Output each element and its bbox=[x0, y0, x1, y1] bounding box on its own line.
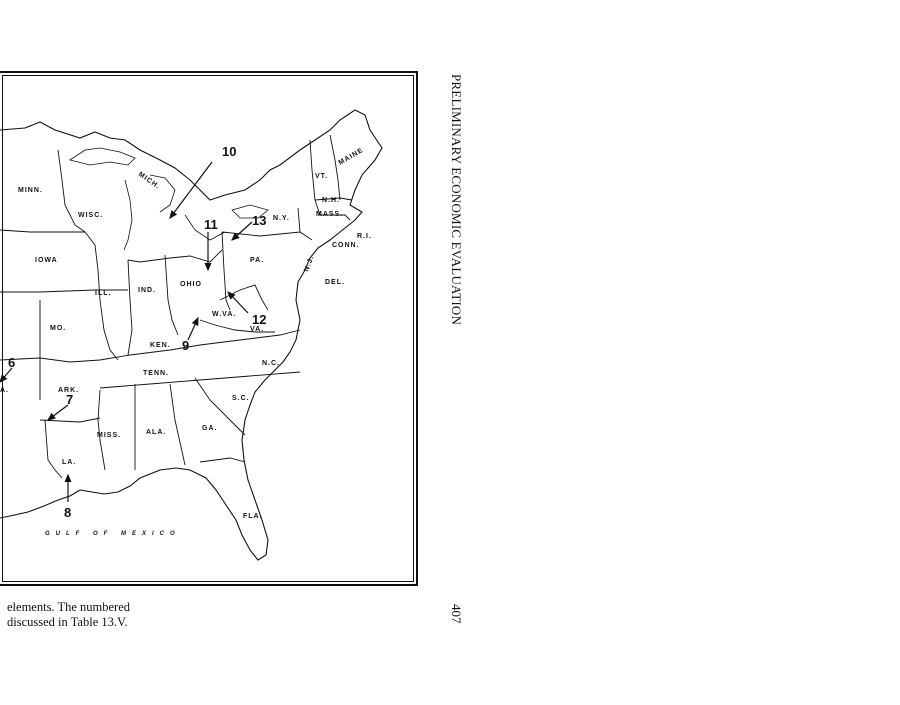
marker-6: 6 bbox=[8, 355, 16, 370]
label-tenn: TENN. bbox=[143, 370, 169, 377]
marker-13: 13 bbox=[252, 213, 267, 228]
label-ind: IND. bbox=[138, 287, 156, 294]
marker-arrows bbox=[0, 162, 252, 502]
label-sc: S.C. bbox=[232, 395, 250, 402]
label-partial-a: A. bbox=[0, 387, 9, 394]
label-la: LA. bbox=[62, 459, 77, 466]
marker-12: 12 bbox=[252, 312, 267, 327]
label-mass: MASS. bbox=[316, 211, 344, 218]
marker-10: 10 bbox=[222, 144, 237, 159]
label-mich: MICH. bbox=[136, 170, 162, 191]
label-ken: KEN. bbox=[150, 342, 171, 349]
label-ala: ALA. bbox=[146, 429, 167, 436]
label-maine: MAINE bbox=[337, 146, 365, 167]
numbered-markers bbox=[8, 144, 266, 520]
label-pa: PA. bbox=[250, 257, 265, 264]
caption-line-2: discussed in Table 13.V. bbox=[7, 615, 128, 629]
label-mo: MO. bbox=[50, 325, 67, 332]
label-va: VA. bbox=[250, 326, 265, 333]
page-number-text: 407 bbox=[449, 604, 464, 624]
label-ny: N.Y. bbox=[273, 215, 290, 222]
caption-line-1: elements. The numbered bbox=[7, 600, 130, 614]
marker-7: 7 bbox=[66, 392, 74, 407]
label-ark: ARK. bbox=[58, 387, 80, 394]
label-wva: W.VA. bbox=[212, 311, 237, 318]
running-head bbox=[446, 74, 466, 354]
marker-11: 11 bbox=[204, 217, 218, 232]
state-borders bbox=[0, 135, 352, 478]
label-fla: FLA. bbox=[243, 513, 263, 520]
label-ga: GA. bbox=[202, 425, 218, 432]
label-ill: ILL. bbox=[95, 290, 112, 297]
label-vt: VT. bbox=[315, 173, 329, 180]
label-wisc: WISC. bbox=[78, 212, 104, 219]
label-del: DEL. bbox=[325, 279, 345, 286]
label-nj: N.J. bbox=[303, 254, 316, 273]
label-gulf-of-mexico: GULF OF MEXICO bbox=[45, 531, 181, 537]
figure-caption bbox=[7, 600, 247, 630]
label-nc: N.C. bbox=[262, 360, 280, 367]
page-number bbox=[448, 604, 468, 634]
marker-9: 9 bbox=[182, 338, 190, 353]
running-head-text: PRELIMINARY ECONOMIC EVALUATION bbox=[449, 74, 464, 326]
marker-8: 8 bbox=[64, 505, 72, 520]
label-minn: MINN. bbox=[18, 187, 43, 194]
label-conn: CONN. bbox=[332, 242, 360, 249]
label-nh: N.H. bbox=[322, 197, 340, 204]
label-ohio: OHIO bbox=[180, 281, 202, 288]
label-miss: MISS. bbox=[97, 432, 122, 439]
label-iowa: IOWA bbox=[35, 257, 58, 264]
label-ri: R.I. bbox=[357, 233, 372, 240]
